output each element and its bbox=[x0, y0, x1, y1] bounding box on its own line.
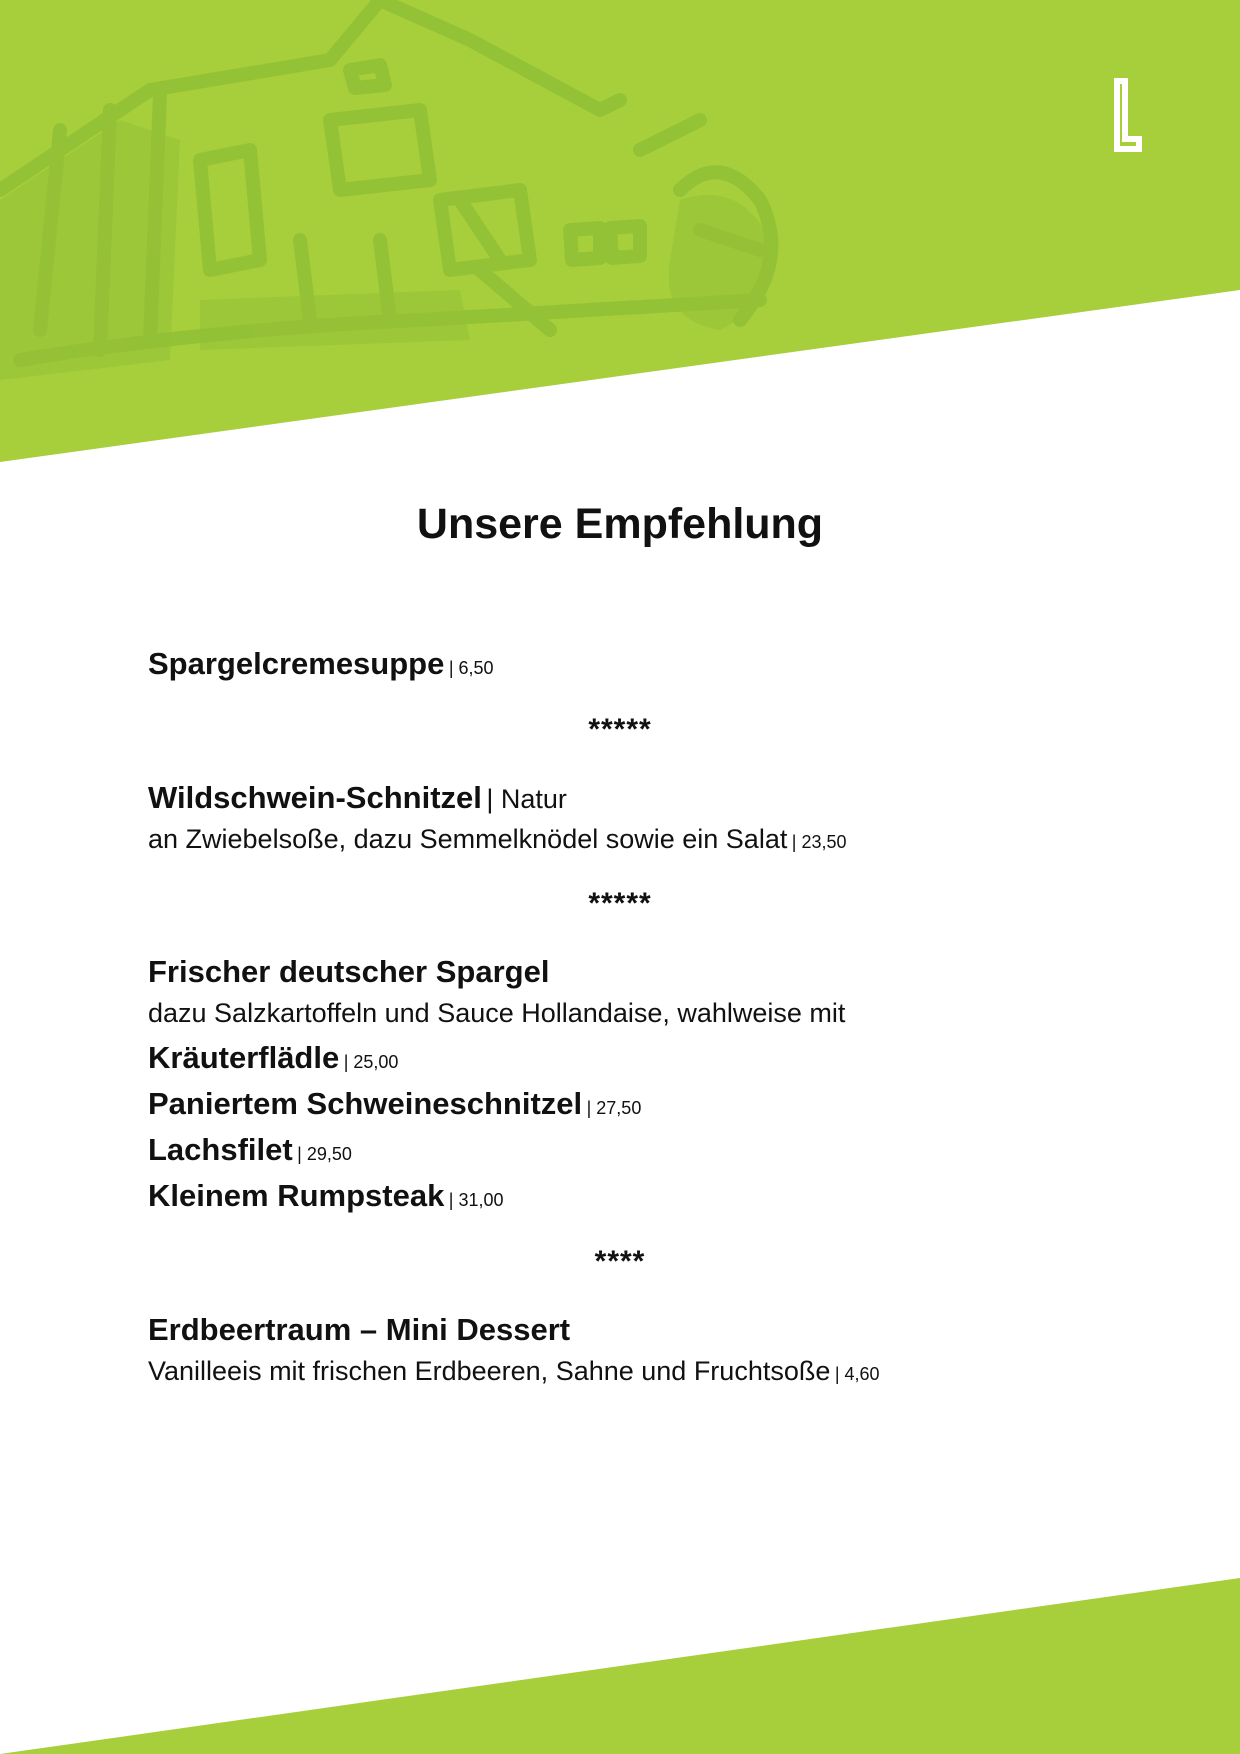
dish-price: | 4,60 bbox=[834, 1364, 880, 1384]
option-name: Lachsfilet bbox=[148, 1132, 293, 1167]
dish-description bbox=[148, 998, 845, 1029]
spargel-option bbox=[148, 1132, 352, 1168]
option-name: Kräuterflädle bbox=[148, 1040, 340, 1075]
dish-description-text: Vanilleeis mit frischen Erdbeeren, Sahne und Fruchtsoße bbox=[148, 1356, 831, 1386]
dish-name: Erdbeertraum – Mini Dessert bbox=[148, 1312, 571, 1347]
dish-description-text: dazu Salzkartoffeln und Sauce Hollandaise, wahlweise mit bbox=[148, 998, 846, 1028]
option-name: Kleinem Rumpsteak bbox=[148, 1178, 445, 1213]
menu-item-spargel bbox=[148, 954, 549, 990]
dish-variant: | Natur bbox=[486, 784, 567, 814]
page-title: Unsere Empfehlung bbox=[416, 500, 824, 548]
option-price: | 27,50 bbox=[586, 1098, 642, 1118]
option-price: | 31,00 bbox=[448, 1190, 504, 1210]
dish-name: Spargelcremesuppe bbox=[148, 646, 445, 681]
dish-name: Frischer deutscher Spargel bbox=[148, 954, 550, 989]
option-price: | 25,00 bbox=[343, 1052, 399, 1072]
dish-name: Wildschwein-Schnitzel bbox=[148, 780, 482, 815]
dish-description-text: an Zwiebelsoße, dazu Semmelknödel sowie ein Salat bbox=[148, 824, 788, 854]
spargel-option bbox=[148, 1040, 398, 1076]
spargel-option bbox=[148, 1178, 504, 1214]
option-price: | 29,50 bbox=[297, 1144, 352, 1164]
dish-price: | 6,50 bbox=[448, 658, 494, 678]
option-name: Paniertem Schweineschnitzel bbox=[148, 1086, 583, 1121]
bottom-green-shape bbox=[0, 1578, 1240, 1754]
bracket-logo-icon bbox=[1108, 76, 1148, 154]
separator: ***** bbox=[588, 887, 652, 920]
dish-price: | 23,50 bbox=[791, 832, 847, 852]
dish-description bbox=[148, 1356, 880, 1387]
menu-item-schnitzel bbox=[148, 780, 567, 816]
separator: ***** bbox=[588, 713, 652, 746]
spargel-option bbox=[148, 1086, 641, 1122]
menu-item-soup bbox=[148, 646, 494, 682]
top-banner bbox=[0, 0, 1240, 470]
menu-item-dessert bbox=[148, 1312, 570, 1348]
dish-description bbox=[148, 824, 847, 855]
separator: **** bbox=[594, 1245, 646, 1278]
